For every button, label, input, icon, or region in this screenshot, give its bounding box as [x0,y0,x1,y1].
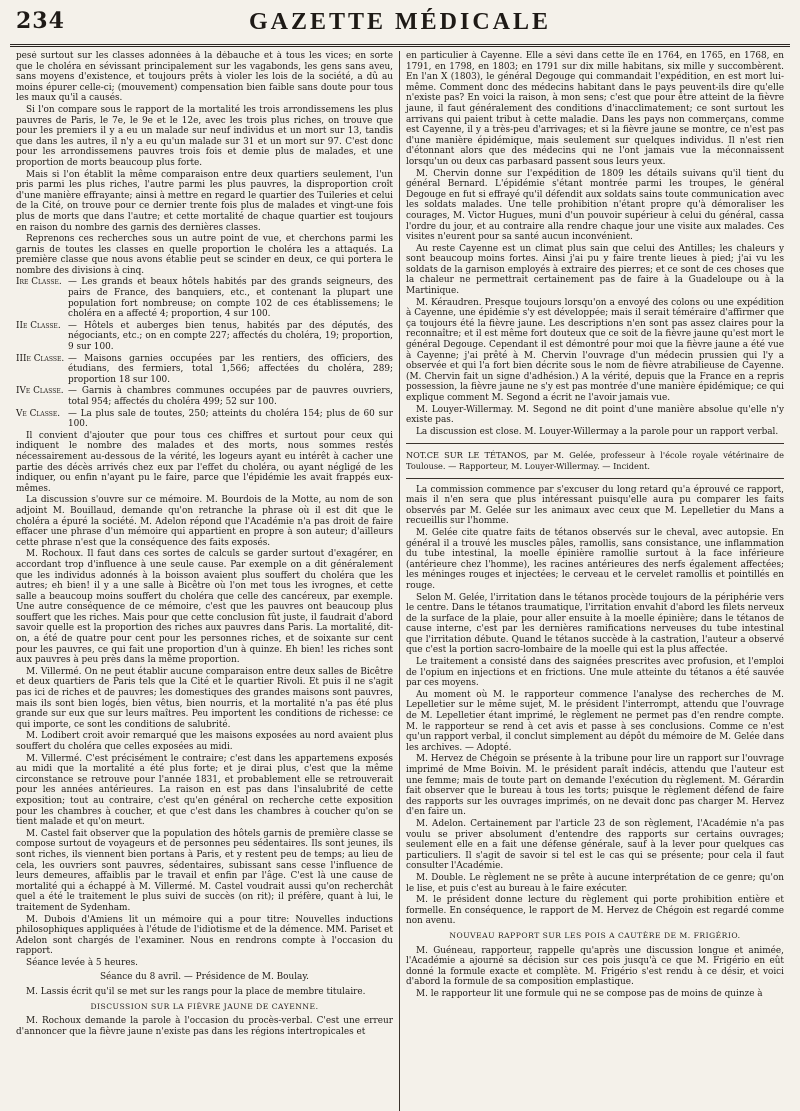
paragraph: en particulier à Cayenne. Elle a sévi dans cette île en 1764, en 1765, en 1768, en 1791, en 1798, en 1803; en 1791 sur dix mille habitans, six mille y succombèrent. En l'an X (1803), le général Degouge qui commandait l'expédition, en est mort lui-même. Comment donc des médecins habitant dans le pays peuvent-ils dire qu'elle n'existe pas? En voici la raison, à mon sens; c'est que pour être atteint de la fièvre jaune, il faut généralement des conditions d'inacclimatement; ce sont surtout les arrivans qui paient tribut à cette maladie. Dans les pays non commerçans, comme est Cayenne, il y a très-peu d'arrivages; et si la fièvre jaune se montre, ce n'est pas d'une manière épidémique, mais seulement sur quelques individus. Il n'est rien d'étonnant alors que des médecins qui ne l'ont jamais vue la méconnaissent lorsqu'un ou deux cas parbasard passent sous leurs yeux. [406,51,784,167]
classe-label: IIIe Classe. [16,353,65,364]
paragraph: M. Double. Le règlement ne se prête à aucune interprétation de ce genre; qu'on le lise, et puis c'est au bureau à le faire exécuter. [406,872,784,894]
paragraph: Si l'on compare sous le rapport de la mortalité les trois arrondissemens les plus pauvres de Paris, le 7e, le 9e et le 12e, avec les trois plus riches, on trouve que pour les premiers il y a eu un malade sur neuf individus et un mort sur 13, tandis que dans les autres, il n'y a eu qu'un malade sur 31 et un mort sur 97. C'est donc pour les arrondissemens pauvres trois fois et demie plus de malades, et une proportion de morts beaucoup plus forte. [16,104,393,168]
paragraph: M. le rapporteur lit une formule qui ne se compose pas de moins de quinze à [416,988,763,999]
paragraph: M. Rochoux. Il faut dans ces sortes de calculs se garder surtout d'exagérer, en accordant trop d'influence à une seule cause. Par exemple on a dit généralement que les individus adonnés à la boisson avaient plus souffert du choléra que les autres; eh bien! il y a une salle à Bicêtre où l'on met tous les ivrognes, et cette salle a beaucoup moins souffert du choléra que celle des cancéreux, par exemple. Une autre conséquence de ce mémoire, c'est que les pauvres ont beaucoup plus souffert que les riches. Mais pour que cette conclusion fût juste, il faudrait d'abord savoir quelle est la proportion des riches aux pauvres dans Paris. La mortalité, dit-on, a été de quatre pour cent pour les personnes riches, et de soixante sur cent pour les pauvres, ce qui fait une proportion d'un à quinze. Eh bien! les riches sont aux pauvres à peu près dans la même proportion. [16,549,393,666]
paragraph: M. le président donne lecture du règlement qui porte prohibition entière et formelle. En conséquence, le rapport de M. Hervez de Chégoin est regardé comme non avenu. [406,895,784,927]
paragraph: M. Rochoux demande la parole à l'occasion du procès-verbal. C'est une erreur d'annoncer que la fièvre jaune n'existe pas dans les régions intertropicales et [16,1016,393,1037]
classe-label: Ire Classe. [16,277,62,288]
paragraph: Mais si l'on établit la même comparaison entre deux quartiers seulement, l'un pris parmi les plus riches, l'autre parmi les plus pauvres, la disproportion croît d'une manière effrayante; ainsi à mettre en regard le quartier des Tuileries et celui de la Cité, on trouve pour ce dernier trente fois plus de malades et vingt-une fois plus de morts que dans l'autre; et cette mortalité de chaque quartier est toujours en raison du nombre des garnis des dernières classes. [16,169,393,233]
classe-entry [16,409,393,430]
classe-text: — Hôtels et auberges bien tenus, habités par des députés, des négociants, etc.; on en compte 227; affectés du choléra, 19; proportion, 9 sur 100. [68,320,393,353]
paragraph: Le traitement a consisté dans des saignées prescrites avec profusion, et l'emploi de l'opium en injections et en frictions. Une mule atteinte du tétanos a été sauvée par ces moyens. [406,657,784,689]
paragraph: pesé surtout sur les classes adonnées à la débauche et à tous les vices; en sorte que le choléra en sévissant principalement sur les vagabonds, les gens sans aveu, sans moyens d'existence, et toujours prêts à violer les lois de la société, a dû au moins épurer celle-ci; (mouvement) compensation bien faible sans doute pour tous les maux qu'il a causés. [16,51,393,104]
classe-entry [16,277,393,319]
classe-label: Ve Classe. [16,408,61,419]
left-column [10,51,400,1111]
paragraph: Au reste Cayenne est un climat plus sain que celui des Antilles; les chaleurs y sont beaucoup moins fortes. Ainsi j'ai pu y faire trente lieues à pied; j'ai vu les soldats de la garnison employés à extraire des pierres; et ce sont de ces choses que la chaleur ne permettrait certainement pas de faire à la Guadeloupe ou à la Martinique. [406,243,784,297]
paragraph: M. Dubois d'Amiens lit un mémoire qui a pour titre: Nouvelles inductions philosophiques appliquées à l'étude de l'idiotisme et de la démence. MM. Pariset et Adelon sont chargés de l'examiner. Nous en rendrons compte à l'occasion du rapport. [16,914,393,957]
classe-text: — Les grands et beaux hôtels habités par des grands seigneurs, des pairs de France, des banquiers, etc., et contenant la plupart une population fort nombreuse; on compte 102 de ces établissemens; le choléra en a affecté 4; proportion, 4 sur 100. [68,277,393,320]
columns [10,51,790,1111]
paragraph: M. Guéneau, rapporteur, rappelle qu'après une discussion longue et animée, l'Académie a ajourné sa décision sur ces pois jusqu'à ce que M. Frigério en eût donné la formule exacte et complète. M. Frigério s'est rendu à ce désir, et voici d'abord la formule de sa composition emplastique. [406,945,784,988]
paragraph: M. Kéraudren. Presque toujours lorsqu'on a envoyé des colons ou une expédition à Cayenne, une épidémie s'y est développée; mais il serait téméraire d'affirmer que ça toujours été la fièvre jaune. Les descriptions n'en sont pas assez claires pour la reconnaître; et il est même fort douteux que ce soit de la fièvre jaune qu'est mort le général Degouge. Cependant il est démontré pour moi que la fièvre jaune a été vue à Cayenne; j'ai prêté à M. Chervin l'ouvrage d'un médecin prussien qui l'y a observée et qui l'a fort bien décrite sous le nom de fièvre atrabilieuse de Cayenne. (M. Chervin fait un signe d'adhésion.) A la vérité, depuis que la France en a repris possession, la fièvre jaune ne s'y est pas montrée d'une manière épidémique; ce qui explique comment M. Segond a écrit ne l'avoir jamais vue. [406,297,784,403]
section-heading: NOUVEAU RAPPORT SUR LES POIS A CAUTÈRE DE M. FRIGÉRIO. [449,930,741,940]
paragraph: M. Adelon. Certainement par l'article 23 de son règlement, l'Académie n'a pas voulu se priver absolument d'entendre des rapports sur certains ouvrages; seulement elle en a fait une défense générale, sauf à la lever pour quelques cas particuliers. Il s'agit de savoir si tel est le cas qui se présente; pour cela il faut consulter l'Académie. [406,818,784,872]
page-number: 234 [16,8,65,34]
paragraph: NOT.CE SUR LE TÉTANOS, par M. Gelée, professeur à l'école royale vétérinaire de Toulouse. — Rapporteur, M. Louyer-Willermay. — Incident. [406,450,784,471]
paragraph: M. Villermé. C'est précisément le contraire; c'est dans les appartemens exposés au midi que la mortalité a été plus forte; et je dirai plus, c'est que la même circonstance se retrouve pour l'année 1831, et probablement elle se retrouverait pour les années antérieures. La raison en est pas dans l'insalubrité de cette exposition; tout au contraire, c'est qu'en général on recherche cette exposition pour les chambres à coucher, et que c'est dans les chambres à coucher qu'on se tient malade et qu'on meurt. [16,753,393,828]
paragraph: La commission commence par s'excuser du long retard qu'a éprouvé ce rapport, mais il n'en sera que plus intéressant puisqu'elle aura pu comparer les faits observés par M. Gelée sur les animaux avec ceux que M. Lepelletier du Mans a recueillis sur l'homme. [406,484,784,527]
classe-label: IVe Classe. [16,386,64,397]
paragraph: Au moment où M. le rapporteur commence l'analyse des recherches de M. Lepelletier sur le même sujet, M. le président l'interrompt, attendu que l'ouvrage de M. Lepelletier étant imprimé, le règlement ne permet pas d'en rendre compte. M. le rapporteur se rend à cet avis et passe à ses conclusions. Comme ce n'est qu'un rapport verbal, il conclut simplement au dépôt du mémoire de M. Gelée dans les archives. — Adopté. [406,689,784,753]
classe-entry [16,386,393,407]
publication-title: GAZETTE MÉDICALE [248,8,552,35]
paragraph: M. Hervez de Chégoin se présente à la tribune pour lire un rapport sur l'ouvrage imprimé de Mme Boivin. M. le président paraît indécis, attendu que l'auteur est une femme; mais de toute part on demande l'exécution du règlement. M. Gérardin fait observer que le bureau à tous les torts; puisque le règlement défend de faire des rapports sur les ouvrages imprimés, on ne devait donc pas charger M. Hervez d'en faire un. [406,754,784,818]
paragraph: Selon M. Gelée, l'irritation dans le tétanos procède toujours de la périphérie vers le centre. Dans le tétanos traumatique, l'irritation envahit d'abord les filets nerveux de la surface de la plaie, pour aller ensuite à la moelle épinière; dans le tétanos de cause interne, c'est par les dernières ramifications nerveuses du tube intestinal que l'irritation débute. Quand le tétanos succède à la castration, l'auteur a observé que c'est la portion sacro-lombaire de la moelle qui est la plus affectée. [406,592,784,656]
classe-text: — Garnis à chambres communes occupées par de pauvres ouvriers, total 954; affectés du choléra 499; 52 sur 100. [68,386,393,407]
classe-entry [16,354,393,386]
paragraph: M. Lassis écrit qu'il se met sur les rangs pour la place de membre titulaire. [26,987,366,998]
paragraph: M. Lodibert croit avoir remarqué que les maisons exposées au nord avaient plus souffert du choléra que celles exposées au midi. [16,731,393,752]
paragraph: M. Castel fait observer que la population des hôtels garnis de première classe se compose surtout de voyageurs et de personnes peu sédentaires. Ils sont jeunes, ils sont riches, ils viennent bien portans à Paris, et y restent peu de temps; au lieu de cela, les ouvriers sont pauvres, sédentaires, subissant sans cesse l'influence de leurs demeures, affaiblis par le travail et enfin par l'âge. C'est là une cause de mortalité qui a échappé à M. Villermé. M. Castel voudrait aussi qu'on recherchât quel a été le traitement le plus suivi de succès (on rit); il préfère, quant à lui, le traitement de Sydenham. [16,828,393,913]
paragraph: La discussion est close. M. Louyer-Willermay a la parole pour un rapport verbal. [416,426,779,437]
session-heading: Séance du 8 avril. — Présidence de M. Boulay. [99,972,310,983]
section-heading: DISCUSSION SUR LA FIÈVRE JAUNE DE CAYENNE. [90,1001,319,1011]
masthead [10,0,790,47]
paragraph: Reprenons ces recherches sous un autre point de vue, et cherchons parmi les garnis de toutes les classes en quelle proportion le choléra les a attaqués. La première classe que nous avons établie peut se scinder en deux, ce qui portera le nombre des divisions à cinq. [16,234,393,276]
classe-text: — La plus sale de toutes, 250; atteints du choléra 154; plus de 60 sur 100. [68,408,393,430]
paragraph: M. Chervin donne sur l'expédition de 1809 les détails suivans qu'il tient du général Bernard. L'épidémie s'étant montrée parmi les troupes, le général Degouge en fut si effrayé qu'il défendit aux soldats sains toute communication avec les soldats malades. Une telle prohibition n'étant propre qu'à démoraliser les courages, M. Victor Hugues, muni d'un pouvoir supérieur à celui du général, cassa l'ordre du jour, et au contraire alla rendre chaque jour une visite aux malades. Ces visites n'eurent pour sa santé aucun inconvénient. [406,168,784,243]
paragraph: La discussion s'ouvre sur ce mémoire. M. Bourdois de la Motte, au nom de son adjoint M. Bouillaud, demande qu'on retranche la phrase où il est dit que le choléra a épuré la société. M. Adelon répond que l'Académie n'a pas droit de faire effacer une phrase d'un mémoire qui appartient en propre à son auteur; d'ailleurs cette phrase n'est que la conséquence des faits exposés. [16,495,393,548]
paragraph: Il convient d'ajouter que pour tous ces chiffres et surtout pour ceux qui indiquent le nombre des malades et des morts, nous sommes restés nécessairement au-dessous de la vérité, les logeurs ayant eu intérêt à cacher une partie des décès arrivés chez eux par l'effet du choléra, ou ayant négligé de les indiquer, ou enfin n'ayant pu le faire, parce que l'épidémie les avait frappés eux-mêmes. [16,430,393,494]
paragraph: Séance levée à 5 heures. [26,957,138,968]
paragraph: M. Villermé. On ne peut établir aucune comparaison entre deux salles de Bicêtre et deux quartiers de Paris tels que la Cité et le quartier Rivoli. Et puis il ne s'agit pas ici de riches et de pauvres; les domestiques des grandes maisons sont pauvres, mais ils sont bien logés, bien vêtus, bien nourris, et la mortalité n'a pas été plus grande sur eux que sur leurs maîtres. Peu importent les conditions de richesse: ce qui importe, ce sont les conditions de salubrité. [16,666,393,730]
separator-rule [406,443,784,444]
separator-rule [406,478,784,479]
paragraph: M. Louyer-Willermay. M. Segond ne dit point d'une manière absolue qu'elle n'y existe pas. [406,404,784,426]
right-column [400,51,790,1111]
classe-text: — Maisons garnies occupées par les rentiers, des officiers, des étudians, des fermiers, total 1,566; affectées du choléra, 289; proportion 18 sur 100. [68,353,393,385]
classe-entry [16,321,393,353]
paragraph: M. Gelée cite quatre faits de tétanos observés sur le cheval, avec autopsie. En général il a trouvé les muscles pâles, ramollis, sans consistance, une inflammation du tube intestinal, la moelle épinière ramollie surtout à la face inférieure (antérieure chez l'homme), les racines antérieures des nerfs également affectées; les méninges rouges et injectées; le cerveau et le cervelet ramollis et pointillés en rouge. [406,527,784,591]
classe-label: IIe Classe. [16,320,61,331]
